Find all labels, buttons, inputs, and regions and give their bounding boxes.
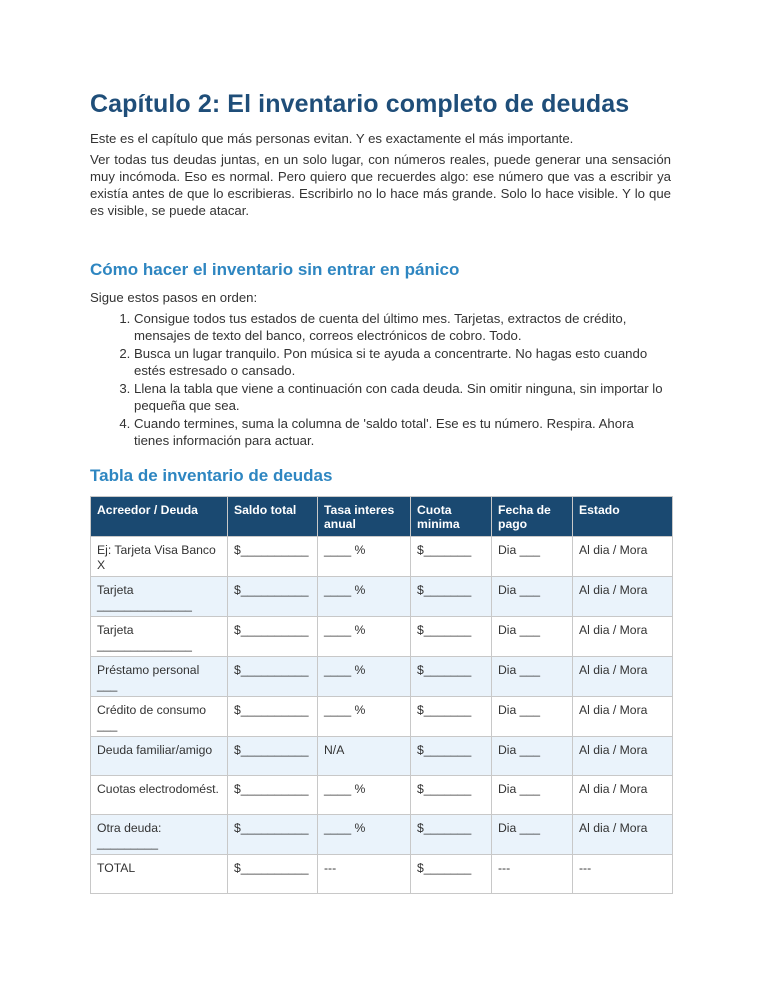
table-row	[91, 697, 673, 737]
cell-status: Al dia / Mora	[573, 657, 673, 697]
cell-balance: $__________	[228, 657, 318, 697]
list-item: 2. Busca un lugar tranquilo. Pon música si te ayuda a concentrarte. No hagas esto cuando estés estresado o cansado.	[134, 345, 671, 379]
cell-creditor: Deuda familiar/amigo	[91, 737, 228, 776]
cell-interest: ____ %	[318, 657, 411, 697]
cell-due-date: ---	[492, 855, 573, 894]
cell-creditor: Otra deuda: _________	[91, 815, 228, 855]
cell-interest: ____ %	[318, 815, 411, 855]
cell-interest: ---	[318, 855, 411, 894]
cell-due-date: Dia ___	[492, 697, 573, 737]
cell-min-payment: $_______	[411, 697, 492, 737]
cell-status: Al dia / Mora	[573, 737, 673, 776]
column-header-status: Estado	[573, 497, 673, 537]
cell-min-payment: $_______	[411, 815, 492, 855]
column-header-min-payment: Cuota minima	[411, 497, 492, 537]
document-page	[90, 88, 671, 894]
cell-status: Al dia / Mora	[573, 617, 673, 657]
table-row	[91, 537, 673, 577]
cell-creditor: Crédito de consumo ___	[91, 697, 228, 737]
table-row	[91, 617, 673, 657]
cell-interest: ____ %	[318, 776, 411, 815]
cell-status: Al dia / Mora	[573, 537, 673, 577]
intro-paragraph-2: Ver todas tus deudas juntas, en un solo lugar, con números reales, puede generar una sensación muy incómoda. Eso es normal. Pero quiero que recuerdes algo: ese número que vas a escribir ya existía antes de que lo escribieras. Escribirlo no lo hace más grande. Solo lo hace visible. Y lo que es visible, se puede atacar.	[90, 152, 671, 218]
cell-min-payment: $_______	[411, 537, 492, 577]
cell-balance: $__________	[228, 577, 318, 617]
cell-balance: $__________	[228, 776, 318, 815]
cell-due-date: Dia ___	[492, 737, 573, 776]
table-header-row	[91, 497, 673, 537]
cell-min-payment: $_______	[411, 855, 492, 894]
cell-balance: $__________	[228, 537, 318, 577]
cell-interest: N/A	[318, 737, 411, 776]
steps-lead: Sigue estos pasos en orden:	[90, 290, 258, 305]
cell-creditor: Tarjeta ______________	[91, 577, 228, 617]
cell-interest: ____ %	[318, 577, 411, 617]
chapter-title: Capítulo 2: El inventario completo de deudas	[90, 90, 630, 118]
cell-status: Al dia / Mora	[573, 697, 673, 737]
cell-creditor: Ej: Tarjeta Visa Banco X	[91, 537, 228, 577]
cell-interest: ____ %	[318, 697, 411, 737]
cell-interest: ____ %	[318, 617, 411, 657]
list-item: 3. Llena la tabla que viene a continuación con cada deuda. Sin omitir ninguna, sin importar lo pequeña que sea.	[134, 380, 671, 414]
steps-list	[90, 310, 671, 449]
cell-creditor: Cuotas electrodomést.	[91, 776, 228, 815]
debt-inventory-table	[90, 496, 673, 894]
cell-status: Al dia / Mora	[573, 577, 673, 617]
table-row	[91, 577, 673, 617]
cell-balance: $__________	[228, 855, 318, 894]
cell-due-date: Dia ___	[492, 815, 573, 855]
cell-status: Al dia / Mora	[573, 815, 673, 855]
cell-creditor: Préstamo personal ___	[91, 657, 228, 697]
column-header-creditor: Acreedor / Deuda	[91, 497, 228, 537]
table-total-row	[91, 855, 673, 894]
cell-due-date: Dia ___	[492, 776, 573, 815]
table-row	[91, 776, 673, 815]
section-heading-debt-table: Tabla de inventario de deudas	[90, 466, 333, 485]
cell-interest: ____ %	[318, 537, 411, 577]
column-header-balance: Saldo total	[228, 497, 318, 537]
cell-balance: $__________	[228, 697, 318, 737]
column-header-interest: Tasa interes anual	[318, 497, 411, 537]
list-item: 1. Consigue todos tus estados de cuenta del último mes. Tarjetas, extractos de crédito, mensajes de texto del banco, correos electrónicos de cobro. Todo.	[134, 310, 671, 344]
table-row	[91, 737, 673, 776]
cell-min-payment: $_______	[411, 577, 492, 617]
cell-min-payment: $_______	[411, 776, 492, 815]
cell-creditor: TOTAL	[91, 855, 228, 894]
cell-min-payment: $_______	[411, 737, 492, 776]
table-row	[91, 815, 673, 855]
cell-status: ---	[573, 855, 673, 894]
cell-balance: $__________	[228, 737, 318, 776]
cell-min-payment: $_______	[411, 657, 492, 697]
cell-min-payment: $_______	[411, 617, 492, 657]
list-item: 4. Cuando termines, suma la columna de 'saldo total'. Ese es tu número. Respira. Ahora tienes información para actuar.	[134, 415, 671, 449]
intro-paragraph-1: Este es el capítulo que más personas evitan. Y es exactamente el más importante.	[90, 131, 574, 146]
cell-status: Al dia / Mora	[573, 776, 673, 815]
table-row	[91, 657, 673, 697]
cell-due-date: Dia ___	[492, 537, 573, 577]
cell-due-date: Dia ___	[492, 617, 573, 657]
cell-due-date: Dia ___	[492, 657, 573, 697]
column-header-due-date: Fecha de pago	[492, 497, 573, 537]
cell-balance: $__________	[228, 617, 318, 657]
cell-creditor: Tarjeta ______________	[91, 617, 228, 657]
cell-balance: $__________	[228, 815, 318, 855]
cell-due-date: Dia ___	[492, 577, 573, 617]
section-heading-inventory-steps: Cómo hacer el inventario sin entrar en pánico	[90, 260, 460, 279]
